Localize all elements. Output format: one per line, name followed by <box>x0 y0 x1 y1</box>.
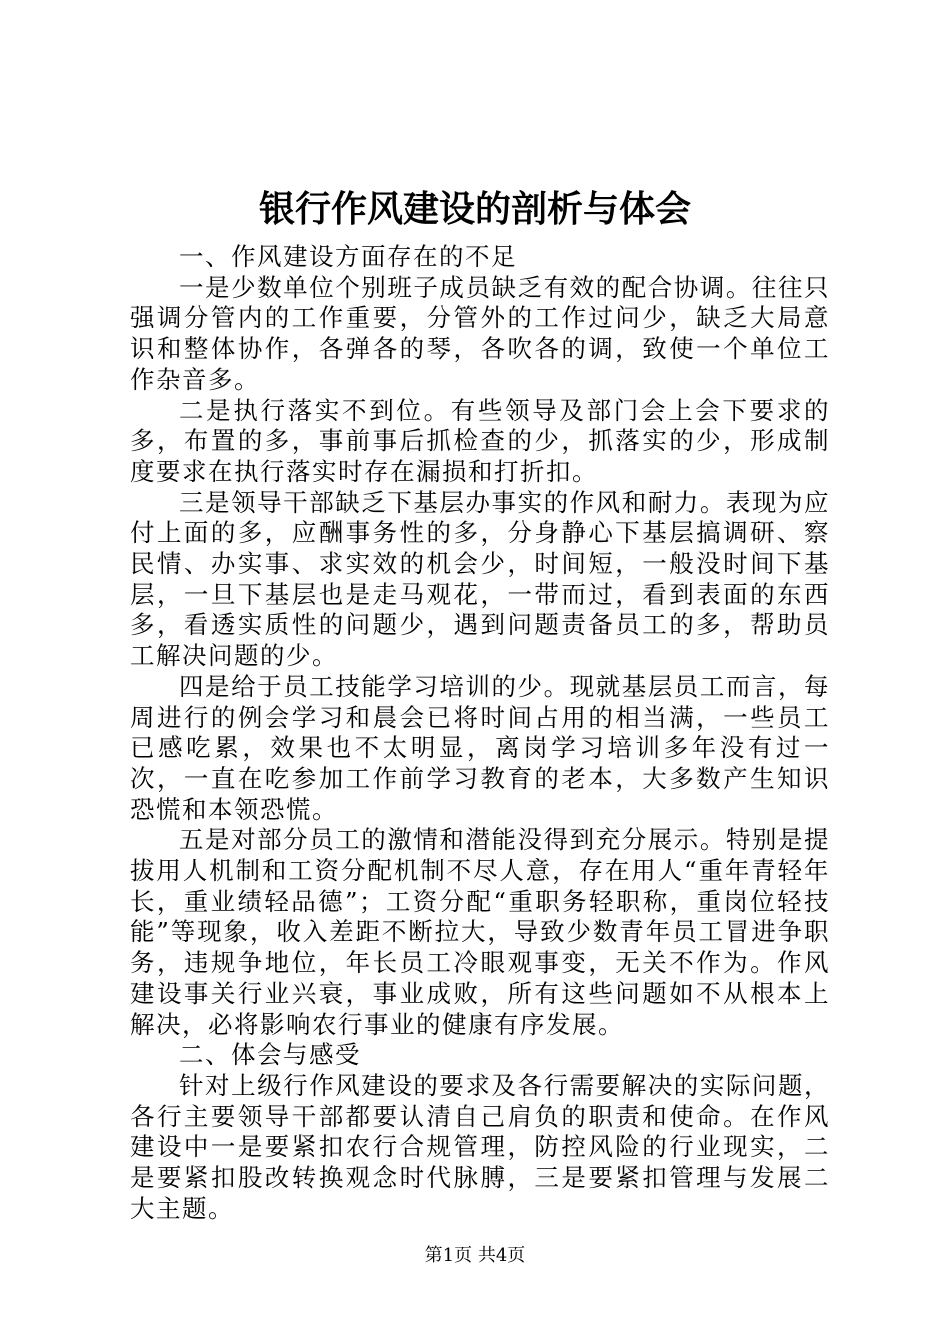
section-heading: 一、作风建设方面存在的不足 <box>179 242 517 271</box>
document-title: 银行作风建设的剖析与体会 <box>258 189 691 230</box>
document-body <box>130 242 830 1225</box>
paragraph: 一是少数单位个别班子成员缺乏有效的配合协调。往往只强调分管内的工作重要，分管外的工作过问少，缺乏大局意识和整体协作，各弹各的琴，各吹各的调，致使一个单位工作杂音多。 <box>130 272 830 394</box>
paragraph: 四是给于员工技能学习培训的少。现就基层员工而言，每周进行的例会学习和晨会已将时间占用的相当满，一些员工已感吃累，效果也不太明显，离岗学习培训多年没有过一次，一直在吃参加工作前学习教育的老本，大多数产生知识恐慌和本领恐慌。 <box>130 671 830 824</box>
section-heading: 二、体会与感受 <box>179 1040 361 1070</box>
page-number: 第1页 共4页 <box>424 1245 526 1266</box>
paragraph: 三是领导干部缺乏下基层办事实的作风和耐力。表现为应付上面的多，应酬事务性的多，分身静心下基层搞调研、察民情、办实事、求实效的机会少，时间短，一般没时间下基层，一旦下基层也是走马观花，一带而过，看到表面的东西多，看透实质性的问题少，遇到问题责备员工的多，帮助员工解决问题的少。 <box>130 487 830 671</box>
paragraph: 二是执行落实不到位。有些领导及部门会上会下要求的多，布置的多，事前事后抓检查的少，抓落实的少，形成制度要求在执行落实时存在漏损和打折扣。 <box>130 395 830 486</box>
paragraph: 五是对部分员工的激情和潜能没得到充分展示。特别是提拔用人机制和工资分配机制不尽人意，存在用人“重年青轻年长，重业绩轻品德”；工资分配“重职务轻职称，重岗位轻技能”等现象，收入差距不断拉大，导致少数青年员工冒进争职务，违规争地位，年长员工冷眼观事变，无关不作为。作风建设事关行业兴衰，事业成败，所有这些问题如不从根本上解决，必将影响农行事业的健康有序发展。 <box>130 825 830 1039</box>
paragraph: 针对上级行作风建设的要求及各行需要解决的实际问题，各行主要领导干部都要认清自己肩负的职责和使命。在作风建设中一是要紧扣农行合规管理，防控风险的行业现实，二是要紧扣股改转换观念时代脉膊，三是要紧扣管理与发展二大主题。 <box>130 1070 830 1223</box>
